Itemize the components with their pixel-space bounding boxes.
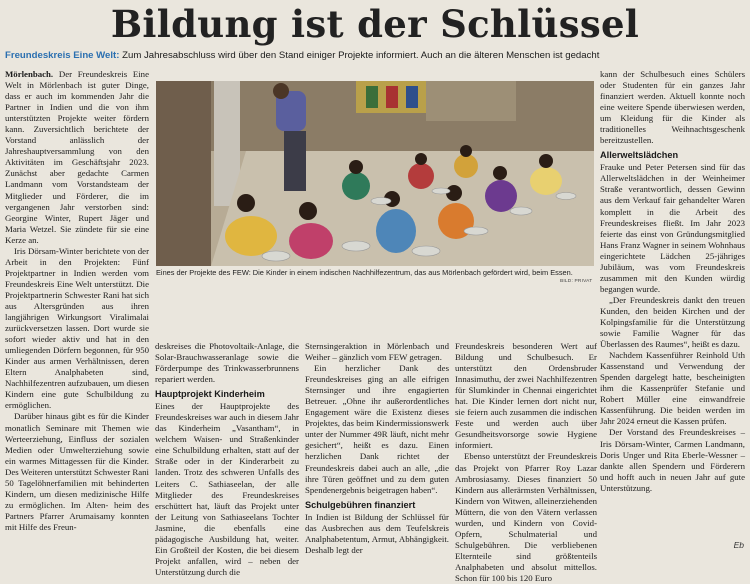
article-column-2	[155, 341, 299, 577]
paragraph: Ebenso unterstützt der Freundeskreis das Projekt von Pfarrer Roy Lazar Ambrosiasamy. Dieses finanziert 50 Kindern aus allerärmsten Verhältnissen, Kindern von Witwen, alleinerziehenden Müttern, die von den Vätern verlassen wurden, und Kindern von Covid-Opfern, Schulmaterial und Schulgebühren. Die verbliebenen Elternteile sind größtenteils Analphabeten und absolut mittellos. Schon für 100 bis 120 Euro	[455, 451, 597, 583]
subline	[5, 49, 745, 63]
paragraph: deskreises die Photovoltaik-Anlage, die Solar-Brauchwasseranlage sowie die Förderpumpe des Trinkwasserbrunnens repariert werden.	[155, 341, 299, 385]
paragraph: Mörlenbach. Der Freundeskreis Eine Welt in Mörlenbach ist guter Dinge, dass er auch im kommenden Jahr die Partner in Indien und die von ihm unterstützten Projekte weiter fördern kann. Zuversichtlich berichtete der Vorstand anlässlich der Jahreshauptversammlung von den Aktivitäten im Geschäftsjahr 2023. Zunächst aber gedachte Carmen Landmann vom Vorstandsteam der Mitglieder und Förderer, die im vergangenen Jahr verstorben sind: Georgine Winter, Rupert Jäger und Maria Wetzel. Sie zündete für sie eine Kerze an.	[5, 69, 149, 245]
subline-text: Zum Jahresabschluss wird über den Stand einiger Projekte informiert. Auch an die älteren Menschen ist gedacht	[119, 50, 600, 61]
paragraph: kann der Schulbesuch eines Schülers oder Studenten für ein ganzes Jahr finanziert werden. Aktuell konnte noch eine weitere Spende überwiesen werden, um Kleidung für die Kinder als traditionelles Weihnachtsgeschenk bereitzustellen.	[600, 69, 745, 146]
subline-kicker: Freundeskreis Eine Welt:	[5, 50, 120, 61]
subheading: Hauptprojekt Kinderheim	[155, 389, 265, 400]
article-column-3	[305, 341, 449, 555]
paragraph: Ein herzlicher Dank des Freundeskreises ging an alle eifrigen Sternsinger und ihre engagierten Betreuer. „Ohne ihr außerordentliches Engagement wäre die Existenz dieses Projektes, das beim Kindermissionswerk unter der Nummer 49R läuft, nicht mehr gesichert“, heißt es dazu. Einen herzlichen Dank richtet der Freundeskreis dabei auch an alle, „die ihre Türen geöffnet und zu dem guten Spendenergebnis beigetragen haben“.	[305, 363, 449, 495]
photo-caption: Eines der Projekte des FEW: Die Kinder in einem indischen Nachhilfezentrum, das aus Mörlenbach gefördert wird, beim Essen.	[156, 268, 573, 277]
paragraph: Frauke und Peter Petersen sind für das Allerweltslädchen in der Weinheimer Straße verantwortlich, dessen Gewinn aus dem Verkauf fair gehandelter Waren komplett in die Arbeit des Freundeskreises fließt. Im Jahr 2023 feierte das einst von Gründungsmitglied Hans Franz Wagner in seinem Wohnhaus eingerichtete Lädchen 25-jähriges Jubiläum, was vom Freundeskreis zusammen mit den Kunden würdig begangen wurde.	[600, 162, 745, 294]
paragraph: Darüber hinaus gibt es für die Kinder monatlich Seminare mit Themen wie Werteerziehung, Einfluss der sozialen Medien oder Umwelterziehung sowie ein warmes Mittagessen für die Kinder. Des Weiteren unterstützt Schwester Rani 50 Tagelöhnerfamilien mit behinderten Kindern, um diesen medizinische Hilfe zu ermöglichen. Im Alten- heim des Partners Pfarrer Arumaisamy konnten mit Hilfe des Freun-	[5, 411, 149, 532]
paragraph: Sternsingeraktion in Mörlenbach und Weiher – gänzlich vom FEW getragen.	[305, 341, 449, 363]
headline: Bildung ist der Schlüssel	[110, 2, 640, 46]
paragraph: In Indien ist Bildung der Schlüssel für das Ausbrechen aus dem Teufelskreis Analphabetentum, Armut, Abhängigkeit. Deshalb legt der	[305, 511, 449, 555]
dateline: Mörlenbach.	[5, 69, 54, 79]
photo-children-eating	[156, 81, 594, 266]
article-column-5	[600, 69, 745, 547]
author-signature: Eb	[733, 540, 744, 550]
paragraph: Nachdem Kassenführer Reinhold Uth Kassenstand und Verwendung der Spenden dargelegt hatte, bescheinigten ihm die Kassenprüfer Stefanie und Robert Müller eine einwandfreie Kassenführung. Die beiden werden im Jahr 2024 erneut die Kassen prüfen.	[600, 350, 745, 427]
paragraph: Freundeskreis besonderen Wert auf Bildung und Schulbesuch. Er unterstützt den Ordensbruder Innasimuthu, der zwei Nachhilfezentren für Slumkinder in Chennai eingerichtet hat. Die Kinder lernen dort nicht nur, sie feiern auch zusammen die indischen Feste und werden auch über Gesundheitsvorsorge sowie Hygiene informiert.	[455, 341, 597, 451]
paragraph: Iris Dörsam-Winter berichtete von der Arbeit in den Projekten: Fünf Projektpartner in Indien werden vom Freundeskreis Eine Welt unterstützt. Die Projektpartnerin Schwester Rani hat sich aus Altersgründen aus ihren langjährigen Wirkungsort Viralimalai zurückversetzen lassen. Dort wurde sie sofort wieder aktiv und hat in den umliegenden Dörfern begonnen, für 950 Kinder aus armen Verhältnissen, deren Eltern Analphabeten sind, Nachhilfezentren aufzubauen, um diesen Kindern eine gute Schulbildung zu ermöglichen.	[5, 245, 149, 411]
article-column-4	[455, 341, 597, 583]
paragraph: „Der Freundeskreis dankt den treuen Kunden, den beiden Kirchen und der Kolpingsfamilie für die Unterstützung sowie Familie Wagner für das Überlassen des Raumes“, heißt es dazu.	[600, 294, 745, 350]
paragraph: Eines der Hauptprojekte des Freundeskreises war auch in diesem Jahr das Kinderheim „Vasantham“, in welchem Waisen- und Straßenkinder eine Schulbildung erhalten, statt auf der Straße oder in der Kinderarbeit zu landen. Trotz des schweren Unfalls des Leiters C. Sathiaseelan, der alle Mitglieder des Freundeskreises erschüttert hat, läuft das Projekt unter der Leitung von Sathiaseelans Tochter Jasmine, die ebenfalls eine pädagogische Ausbildung hat, weiter. Ein Großteil der Kosten, die bei diesem Projekt anfallen, wird – neben der Unterstützung durch die	[155, 401, 299, 577]
subheading: Schulgebühren finanziert	[305, 499, 416, 510]
photo-credit: BILD: PRIVAT	[560, 279, 593, 284]
paragraph: Der Vorstand des Freundeskreises – Iris Dörsam-Winter, Carmen Landmann, Doris Unger und Rita Eberle-Wessner – dankte allen Spendern und Förderern und hofft auch in neuen Jahr auf gute Unterstützung.	[600, 427, 745, 493]
subheading: Allerweltslädchen	[600, 150, 679, 161]
article-column-1	[5, 69, 149, 547]
article-photo	[156, 81, 594, 266]
